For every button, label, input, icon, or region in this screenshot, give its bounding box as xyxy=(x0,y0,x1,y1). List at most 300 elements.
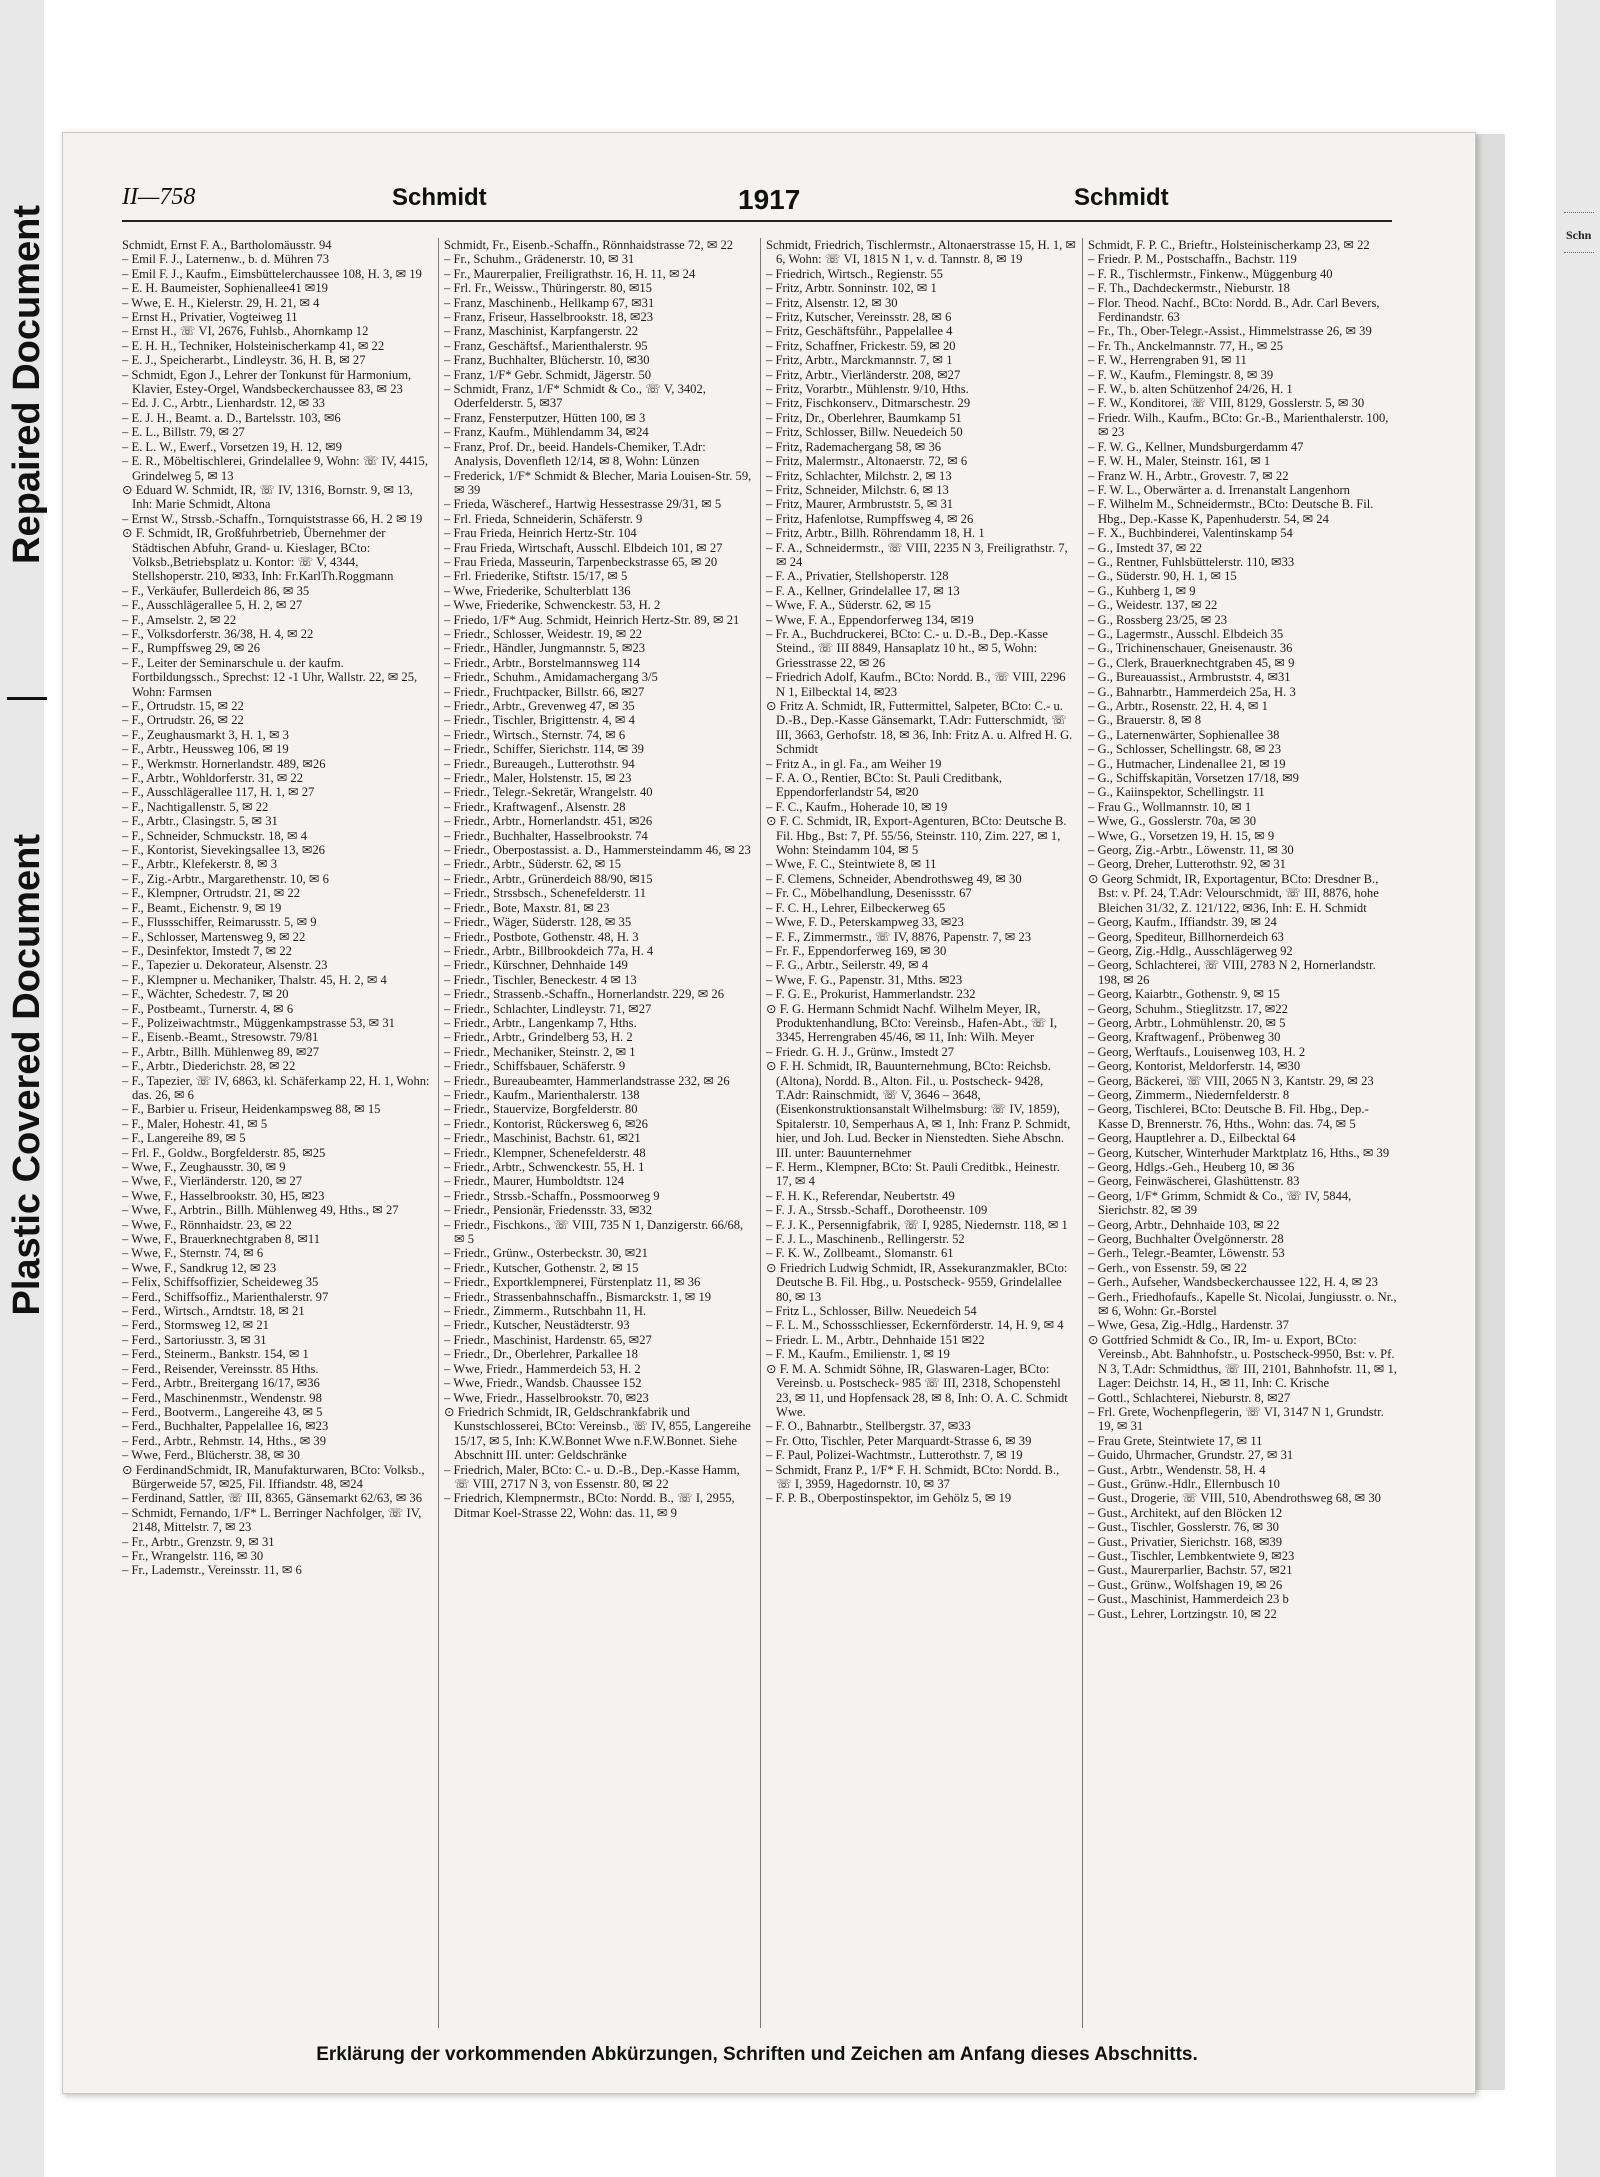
directory-entry: – G., Arbtr., Rosenstr. 22, H. 4, ✉ 1 xyxy=(1088,699,1268,713)
directory-entry: – Fritz, Malermstr., Altonaerstr. 72, ✉ 6 xyxy=(766,454,968,469)
directory-entry: – Emil F. J., Kaufm., Eimsbüttelerchaussee 108, H. 3, ✉ 19 xyxy=(122,266,422,281)
directory-entry: – Fritz, Dr., Oberlehrer, Baumkamp 51 xyxy=(766,410,962,425)
directory-entry: – Franz, 1/F* Gebr. Schmidt, Jägerstr. 50 xyxy=(444,367,652,382)
directory-columns xyxy=(122,238,1397,2030)
directory-entry: – Friedr., Bote, Maxstr. 81, ✉ 23 xyxy=(444,900,610,915)
directory-entry: – Franz, Geschäftsf., Marienthalerstr. 95 xyxy=(444,338,648,353)
directory-entry: – Friedr., Schlosser, Weidestr. 19, ✉ 22 xyxy=(444,626,643,641)
directory-entry: – Wwe, F. C., Steintwiete 8, ✉ 11 xyxy=(766,857,937,872)
directory-entry: – Wwe, F., Hasselbrookstr. 30, H5, ✉23 xyxy=(122,1188,325,1203)
directory-entry: – Gust., Maschinist, Hammerdeich 23 b xyxy=(1088,1592,1289,1607)
directory-entry: ⊙ Gottfried Schmidt & Co., IR, Im- u. Export, BCto: Vereinsb., Abt. Bahnhofstr., u. Postscheck-9950, Bst: v. Pf. N 3, T.Adr: Schmidthus, ☏ III, 2101, Bahnhofstr. 11, ✉ 1, Lager: Deichstr. 14, H., ✉ 11, Inh: C. Krische xyxy=(1088,1332,1397,1391)
directory-entry: – F. Herm., Klempner, BCto: St. Pauli Creditbk., Heinestr. 17, ✉ 4 xyxy=(766,1160,1060,1189)
directory-entry: – Friedr., Arbtr., Grindelberg 53, H. 2 xyxy=(444,1030,633,1045)
directory-entry: – F. F., Zimmermstr., ☏ IV, 8876, Papenstr. 7, ✉ 23 xyxy=(766,929,1032,944)
directory-entry: – Franz, Buchhalter, Blücherstr. 10, ✉30 xyxy=(444,353,650,368)
directory-entry: – Gottl., Schlachterei, Nieburstr. 8, ✉27 xyxy=(1088,1390,1291,1405)
directory-entry: – Frl. F., Goldw., Borgfelderstr. 85, ✉25 xyxy=(122,1145,326,1160)
directory-entry: – F. L. M., Schossschliesser, Eckernförderstr. 14, H. 9, ✉ 4 xyxy=(766,1318,1064,1333)
directory-entry: – Friedr., Arbtr., Schwenckestr. 55, H. 1 xyxy=(444,1160,645,1174)
directory-entry: – Franz, Friseur, Hasselbrookstr. 18, ✉23 xyxy=(444,310,654,325)
repaired-document-label: Repaired Document xyxy=(5,205,48,564)
directory-entry: – Friedr., Postbote, Gothenstr. 48, H. 3 xyxy=(444,929,639,944)
directory-entry: – F., Arbtr., Diederichstr. 28, ✉ 22 xyxy=(122,1059,296,1074)
directory-entry: – F., Barbier u. Friseur, Heidenkampsweg 88, ✉ 15 xyxy=(122,1102,381,1117)
directory-entry: – F., Tapezier u. Dekorateur, Alsenstr. 23 xyxy=(122,958,328,973)
directory-entry: – Gust., Grünw., Wolfshagen 19, ✉ 26 xyxy=(1088,1577,1283,1592)
directory-entry: – Friedrich Adolf, Kaufm., BCto: Nordd. B., ☏ VIII, 2296 N 1, Eilbecktal 14, ✉23 xyxy=(766,670,1066,699)
directory-entry: – Fr., Wrangelstr. 116, ✉ 30 xyxy=(122,1548,264,1563)
directory-entry: – F., Desinfektor, Imstedt 7, ✉ 22 xyxy=(122,943,292,958)
directory-entry: – Ferd., Arbtr., Rehmstr. 14, Hths., ✉ 39 xyxy=(122,1433,327,1448)
directory-entry: – Wwe, F., Sandkrug 12, ✉ 23 xyxy=(122,1260,277,1275)
directory-entry: – Georg, Hauptlehrer a. D., Eilbecktal 64 xyxy=(1088,1131,1296,1146)
directory-entry: – F. W., Kaufm., Flemingstr. 8, ✉ 39 xyxy=(1088,367,1274,382)
directory-entry: – Friedo, 1/F* Aug. Schmidt, Heinrich Hertz-Str. 89, ✉ 21 xyxy=(444,612,740,627)
directory-entry: – Schmidt, Franz P., 1/F* F. H. Schmidt, BCto: Nordd. B., ☏ I, 3959, Hagedornstr. 10, ✉ 37 xyxy=(766,1462,1060,1491)
directory-entry: – F., Arbtr., Klefekerstr. 8, ✉ 3 xyxy=(122,857,278,872)
directory-entry: – Friedr., Maler, Holstenstr. 15, ✉ 23 xyxy=(444,771,632,786)
directory-entry: – Friedr., Arbtr., Borstelmannsweg 114 xyxy=(444,655,641,670)
directory-entry: – Friedr., Arbtr., Grevenweg 47, ✉ 35 xyxy=(444,699,635,713)
directory-entry: – Franz, Maschinist, Karpfangerstr. 22 xyxy=(444,324,639,339)
directory-entry: – Wwe, E. H., Kielerstr. 29, H. 21, ✉ 4 xyxy=(122,295,320,310)
directory-entry: – Fritz L., Schlosser, Billw. Neuedeich 54 xyxy=(766,1304,977,1319)
directory-entry: ⊙ Friedrich Ludwig Schmidt, IR, Assekuranzmakler, BCto: Deutsche B. Fil. Hbg., u. Postscheck- 9559, Grindelallee 80, ✉ 13 xyxy=(766,1260,1068,1304)
directory-entry: – Friedr., Arbtr., Langenkamp 7, Hths. xyxy=(444,1015,637,1030)
directory-entry: – Ferd., Reisender, Vereinsstr. 85 Hths. xyxy=(122,1361,319,1376)
column-3 xyxy=(766,238,1076,2028)
directory-entry: – Friedr., Telegr.-Sekretär, Wrangelstr. 40 xyxy=(444,785,653,800)
directory-entry: – Friedr. Wilh., Kaufm., BCto: Gr.-B., Marienthalerstr. 100, ✉ 23 xyxy=(1088,410,1389,440)
directory-entry: ⊙ Friedrich Schmidt, IR, Geldschrankfabrik und Kunstschlosserei, BCto: Vereinsb., ☏ IV, 855, Langereihe 15/17, ✉ 5, Inh: K.W.Bonnet Wwe n.F.W.Bonnet. Siehe Abschnitt III. unter: Geldschränke xyxy=(444,1404,751,1463)
directory-entry: – F. C., Kaufm., Hoheradе 10, ✉ 19 xyxy=(766,799,948,814)
directory-entry: – F., Eisenb.-Beamt., Stresowstr. 79/81 xyxy=(122,1030,319,1045)
directory-entry: – G., Bureauassist., Armbruststr. 4, ✉31 xyxy=(1088,670,1291,685)
directory-entry: – F., Schneider, Schmuckstr. 18, ✉ 4 xyxy=(122,828,307,843)
directory-entry: – Friedr., Strssbsch., Schenefelderstr. 11 xyxy=(444,886,647,901)
directory-entry: – Wwe, F., Zeughausstr. 30, ✉ 9 xyxy=(122,1160,286,1174)
column-rule xyxy=(438,238,439,2028)
directory-entry: – G., Rossberg 23/25, ✉ 23 xyxy=(1088,612,1228,627)
directory-entry: – Friedr., Wäger, Süderstr. 128, ✉ 35 xyxy=(444,915,632,930)
directory-entry: – Fritz, Geschäftsführ., Pappelallee 4 xyxy=(766,324,953,339)
directory-entry: – Ferd., Schiffsoffiz., Marienthalerstr. 97 xyxy=(122,1289,329,1304)
directory-entry: – Friedr., Maurer, Humboldtstr. 124 xyxy=(444,1174,624,1189)
directory-entry: – G., Laternenwärter, Sophienallee 38 xyxy=(1088,727,1280,742)
directory-entry: – Fritz, Hafenlotse, Rumpffsweg 4, ✉ 26 xyxy=(766,511,974,526)
directory-entry: – Friedr., Arbtr., Billbrookdeich 77a, H. 4 xyxy=(444,943,654,958)
directory-entry: – G., Weidestr. 137, ✉ 22 xyxy=(1088,598,1218,613)
directory-entry: – Friedr., Kontorist, Rückersweg 6, ✉26 xyxy=(444,1116,648,1131)
directory-entry: – Georg, Feinwäscherei, Glashüttenstr. 83 xyxy=(1088,1174,1300,1189)
directory-entry: – F., Beamt., Eichenstr. 9, ✉ 19 xyxy=(122,900,282,915)
directory-entry: ⊙ FerdinandSchmidt, IR, Manufakturwaren, BCto: Volksb., Bürgerweide 57, ✉25, Fil. Iffiandstr. 48, ✉24 xyxy=(122,1462,425,1491)
directory-entry: – Georg, Buchhalter Övelgönnerstr. 28 xyxy=(1088,1232,1284,1247)
directory-entry: – Wwe, F. D., Peterskampweg 33, ✉23 xyxy=(766,915,964,930)
directory-entry: – Ernst W., Strssb.-Schaffn., Tornquiststrasse 66, H. 2 ✉ 19 xyxy=(122,511,423,526)
directory-entry: – Fritz A., in gl. Fa., am Weiher 19 xyxy=(766,756,942,771)
header-year: 1917 xyxy=(738,184,801,215)
directory-entry: – Ferdinand, Sattler, ☏ III, 8365, Gänsemarkt 62/63, ✉ 36 xyxy=(122,1491,423,1506)
directory-entry: – Frieda, Wäscheref., Hartwig Hessestrasse 29/31, ✉ 5 xyxy=(444,497,722,512)
directory-entry: – Franz, Kaufm., Mühlendamm 34, ✉24 xyxy=(444,425,649,440)
directory-entry: – Wwe, F., Brauerknechtgraben 8, ✉11 xyxy=(122,1232,321,1247)
directory-entry: – Wwe, Friederike, Schulterblatt 136 xyxy=(444,583,631,598)
directory-entry: – Georg, Kaiarbtr., Gothenstr. 9, ✉ 15 xyxy=(1088,987,1280,1002)
directory-entry: – Friedr., Zimmerm., Rutschbahn 11, H. xyxy=(444,1304,647,1319)
directory-entry: – Gust., Maurerparlier, Bachstr. 57, ✉21 xyxy=(1088,1563,1293,1578)
directory-entry: – Friedr. L. M., Arbtr., Dehnhaide 151 ✉22 xyxy=(766,1332,985,1347)
directory-entry: – F., Maler, Hohestr. 41, ✉ 5 xyxy=(122,1116,268,1131)
directory-entry: – G., Kaiinspektor, Schellingstr. 11 xyxy=(1088,785,1265,800)
directory-entry: – Georg, Zig.-Arbtr., Löwenstr. 11, ✉ 30 xyxy=(1088,843,1294,858)
directory-entry: – Wwe, F. A., Eppendorferweg 134, ✉19 xyxy=(766,612,974,627)
directory-entry: – Georg, Hdlgs.-Geh., Heuberg 10, ✉ 36 xyxy=(1088,1160,1295,1174)
directory-entry: – F., Postbeamt., Turnerstr. 4, ✉ 6 xyxy=(122,1001,294,1016)
directory-entry: – F., Nachtigallenstr. 5, ✉ 22 xyxy=(122,799,269,814)
directory-entry: – Wwe, F. A., Süderstr. 62, ✉ 15 xyxy=(766,598,931,613)
directory-entry: ⊙ Georg Schmidt, IR, Exportagentur, BCto: Dresdner B., Bst: v. Pf. 24, T.Adr: Velourschmidt, ☏ III, 8876, hohe Bleichen 31/32, Z. 121/122, ✉36, Inh: E. H. Schmidt xyxy=(1088,871,1379,915)
directory-entry: – F., Arbtr., Wohldorferstr. 31, ✉ 22 xyxy=(122,771,304,786)
directory-entry: – Schmidt, Franz, 1/F* Schmidt & Co., ☏ V, 3402, Oderfelderstr. 5, ✉37 xyxy=(444,382,706,411)
directory-entry: – Georg, Bäckerei, ☏ VIII, 2065 N 3, Kantstr. 29, ✉ 23 xyxy=(1088,1073,1374,1088)
directory-entry: ⊙ Fritz A. Schmidt, IR, Futtermittel, Salpeter, BCto: C.- u. D.-B., Dep.-Kasse Gänsemarkt, T.Adr: Futterschmidt, ☏ III, 3663, Gerhofstr. 18, ✉ 36, Inh: Fritz A. u. Alfred H. G. Schmidt xyxy=(766,699,1073,757)
header-left-name: Schmidt xyxy=(392,184,487,211)
column-rule xyxy=(1082,238,1083,2028)
directory-entry: – Friedr., Fischkons., ☏ VIII, 735 N 1, Danzigerstr. 66/68, ✉ 5 xyxy=(444,1217,744,1247)
directory-entry: – F. W., Konditorei, ☏ VIII, 8129, Gosslerstr. 5, ✉ 30 xyxy=(1088,396,1365,411)
directory-entry: – Friedr., Dr., Oberlehrer, Parkallee 18 xyxy=(444,1347,638,1362)
directory-entry: – Frau Frieda, Masseurin, Tarpenbeckstrasse 65, ✉ 20 xyxy=(444,554,718,569)
directory-entry: – F., Kontorist, Sievekingsallee 13, ✉26 xyxy=(122,843,325,858)
directory-entry: – Friedr., Fruchtpacker, Billstr. 66, ✉27 xyxy=(444,684,645,699)
directory-entry: – G., Kuhberg 1, ✉ 9 xyxy=(1088,583,1196,598)
directory-entry: – Franz, Prof. Dr., beeid. Handels-Chemiker, T.Adr: Analysis, Dovenfleth 12/14, ✉ 8, Wohn: Lünzen xyxy=(444,439,706,469)
directory-entry: – Gerh., Aufseher, Wandsbeckerchaussee 122, H. 4, ✉ 23 xyxy=(1088,1275,1378,1290)
directory-entry: – F., Flussschiffer, Reimarusstr. 5, ✉ 9 xyxy=(122,915,317,930)
spine-divider xyxy=(7,697,47,700)
directory-entry: – F. G. E., Prokurist, Hammerlandstr. 232 xyxy=(766,987,976,1002)
directory-entry: – Ferd., Maschinenmstr., Wendenstr. 98 xyxy=(122,1390,322,1405)
directory-entry: – F. A. O., Rentier, BCto: St. Pauli Creditbank, Eppendorferlandstr 54, ✉20 xyxy=(766,771,1003,800)
directory-entry: ⊙ F. G. Hermann Schmidt Nachf. Wilhelm Meyer, IR, Produktenhandlung, BCto: Vereinsb., Hafen-Abt., ☏ I, 3345, Herrengraben 45/46, ✉ 11, Inh: Wilh. Meyer xyxy=(766,1001,1057,1045)
directory-entry: – Friedr., Maschinist, Hardenstr. 65, ✉27 xyxy=(444,1332,652,1347)
directory-entry: ⊙ F. Schmidt, IR, Großfuhrbetrieb, Übernehmer der Städtischen Abfuhr, Grand- u. Kieslager, BCto: Volksb.,Betriebsplatz u. Kontor: ☏ V, 4344, Stellshoperstr. 210, ✉33, Inh: Fr.KarlTh.Roggmann xyxy=(122,526,394,584)
directory-entry: – G., Bahnarbtr., Hammerdeich 25a, H. 3 xyxy=(1088,684,1296,699)
directory-entry: – Fr., Arbtr., Grenzstr. 9, ✉ 31 xyxy=(122,1534,275,1549)
directory-entry: – E. H. Baumeister, Sophienallee41 ✉19 xyxy=(122,281,328,296)
directory-entry: – Fr. Otto, Tischler, Peter Marquardt-Strasse 6, ✉ 39 xyxy=(766,1433,1032,1448)
header-right-name: Schmidt xyxy=(1074,184,1169,211)
directory-entry: – Georg, Kaufm., Iffiandstr. 39, ✉ 24 xyxy=(1088,915,1277,930)
directory-entry: – F. M., Kaufm., Emilienstr. 1, ✉ 19 xyxy=(766,1347,950,1362)
directory-entry: – Friedr., Pensionär, Friedensstr. 33, ✉32 xyxy=(444,1203,653,1218)
directory-entry: – Emil F. J., Laternenw., b. d. Mühren 73 xyxy=(122,252,329,267)
directory-entry: – Friedr., Mechaniker, Steinstr. 2, ✉ 1 xyxy=(444,1044,636,1059)
directory-entry: – Ernst H., ☏ VI, 2676, Fuhlsb., Ahornkamp 12 xyxy=(122,324,369,339)
directory-entry: – Ferd., Buchhalter, Pappelallee 16, ✉23 xyxy=(122,1419,329,1434)
directory-entry: – Ferd., Sartoriusstr. 3, ✉ 31 xyxy=(122,1332,267,1347)
directory-entry: – Georg, Werftaufs., Louisenweg 103, H. 2 xyxy=(1088,1044,1306,1059)
directory-entry: – Fritz, Schneider, Milchstr. 6, ✉ 13 xyxy=(766,482,949,497)
directory-entry: – G., Schiffskapitän, Vorsetzen 17/18, ✉9 xyxy=(1088,771,1299,786)
directory-entry: – F., Zeughausmarkt 3, H. 1, ✉ 3 xyxy=(122,727,289,742)
directory-entry: – Guido, Uhrmacher, Grundstr. 27, ✉ 31 xyxy=(1088,1448,1294,1463)
directory-entry: – Fr. Th., Anckelmannstr. 77, H., ✉ 25 xyxy=(1088,338,1284,353)
directory-entry: – F. W. H., Maler, Steinstr. 161, ✉ 1 xyxy=(1088,454,1271,469)
directory-entry: – Fritz, Fischkonserv., Ditmarschestr. 29 xyxy=(766,396,971,411)
right-margin-strip xyxy=(1556,0,1600,2177)
directory-entry: – Friedr., Buchhalter, Hasselbrookstr. 74 xyxy=(444,828,648,843)
directory-entry: – Ferd., Steinerm., Bankstr. 154, ✉ 1 xyxy=(122,1347,309,1362)
directory-entry: – Fritz, Schlosser, Billw. Neuedeich 50 xyxy=(766,425,963,440)
directory-entry: – F., Ortrudstr. 26, ✉ 22 xyxy=(122,713,244,728)
directory-entry: – G., Süderstr. 90, H. 1, ✉ 15 xyxy=(1088,569,1237,584)
directory-entry: – Georg, Spediteur, Billhornerdeich 63 xyxy=(1088,929,1284,944)
directory-entry: – Ferd., Wirtsch., Arndtstr. 18, ✉ 21 xyxy=(122,1304,305,1319)
directory-entry: Schmidt, F. P. C., Brieftr., Holsteinischerkamp 23, ✉ 22 xyxy=(1088,238,1370,252)
directory-entry: – Frl. Friederike, Stiftstr. 15/17, ✉ 5 xyxy=(444,569,628,584)
directory-entry: – Friedr. G. H. J., Grünw., Imstedt 27 xyxy=(766,1044,955,1059)
next-page-edge xyxy=(1474,134,1505,2090)
directory-entry: – G., Lagermstr., Ausschl. Elbdeich 35 xyxy=(1088,626,1284,641)
directory-entry: – Fritz, Arbtr., Vierländerstr. 208, ✉27 xyxy=(766,367,961,382)
directory-entry: – Ferd., Stormsweg 12, ✉ 21 xyxy=(122,1318,269,1333)
directory-entry: – Flor. Theod. Nachf., BCto: Nordd. B., Adr. Carl Bevers, Ferdinandstr. 63 xyxy=(1088,295,1380,325)
directory-entry: – F., Klempner u. Mechaniker, Thalstr. 45, H. 2, ✉ 4 xyxy=(122,972,387,987)
next-page-line xyxy=(1564,252,1594,253)
directory-entry: – Georg, Kutscher, Winterhuder Marktplatz 16, Hths., ✉ 39 xyxy=(1088,1145,1390,1160)
directory-entry: – G., Trichinenschauer, Gneisenaustr. 36 xyxy=(1088,641,1293,656)
directory-entry: – Friedr., Strassenb.-Schaffn., Hornerlandstr. 229, ✉ 26 xyxy=(444,987,724,1002)
directory-entry: – Friedr., Schuhm., Amidamachergang 3/5 xyxy=(444,670,658,685)
directory-entry: – Ferd., Bootverm., Langereihe 43, ✉ 5 xyxy=(122,1404,323,1419)
directory-entry: – G., Brauerstr. 8, ✉ 8 xyxy=(1088,713,1202,728)
directory-entry: – F., Arbtr., Clasingstr. 5, ✉ 31 xyxy=(122,814,278,829)
directory-entry: – Schmidt, Egon J., Lehrer der Tonkunst für Harmonium, Klavier, Estey-Orgel, Wandsbeckerchaussee 83, ✉ 23 xyxy=(122,367,412,397)
directory-entry: – F. C. H., Lehrer, Eilbeckerweg 65 xyxy=(766,900,946,915)
directory-entry: – Friedr., Stauervize, Borgfelderstr. 80 xyxy=(444,1102,638,1117)
directory-entry: – Gust., Tischler, Gosslerstr. 76, ✉ 30 xyxy=(1088,1520,1279,1535)
directory-entry: – Friedrich, Wirtsch., Regienstr. 55 xyxy=(766,266,943,281)
directory-entry: – Gust., Drogerie, ☏ VIII, 510, Abendrothsweg 68, ✉ 30 xyxy=(1088,1491,1381,1506)
directory-entry: – Friedr., Tischler, Brigittenstr. 4, ✉ 4 xyxy=(444,713,635,728)
directory-entry: – Georg, Dreher, Lutterothstr. 92, ✉ 31 xyxy=(1088,857,1286,872)
directory-entry: – Wwe, Friederike, Schwenckestr. 53, H. 2 xyxy=(444,598,661,613)
directory-entry: – Frederick, 1/F* Schmidt & Blecher, Maria Louisen-Str. 59, ✉ 39 xyxy=(444,468,752,497)
directory-entry: – Ed. J. C., Arbtr., Lienhardstr. 12, ✉ 33 xyxy=(122,396,325,411)
column-2 xyxy=(444,238,754,2028)
directory-entry: – F. J. K., Persennigfabrik, ☏ I, 9285, Niedernstr. 118, ✉ 1 xyxy=(766,1217,1068,1232)
directory-entry: – F., Arbtr., Billh. Mühlenweg 89, ✉27 xyxy=(122,1044,320,1059)
directory-entry: – Fritz, Arbtr., Billh. Röhrendamm 18, H. 1 xyxy=(766,526,985,541)
spine-label-area xyxy=(0,205,54,1315)
directory-entry: – Fritz, Kutscher, Vereinsstr. 28, ✉ 6 xyxy=(766,310,952,325)
column-4 xyxy=(1088,238,1398,2028)
directory-entry: – Gust., Arbtr., Wendenstr. 58, H. 4 xyxy=(1088,1462,1266,1477)
directory-entry: – Fr. F., Eppendorferweg 169, ✉ 30 xyxy=(766,943,947,958)
directory-entry: – F., Ausschlägerallee 5, H. 2, ✉ 27 xyxy=(122,598,303,613)
page-number: II—758 xyxy=(122,184,196,210)
directory-entry: – F. Paul, Polizei-Wachtmstr., Lutterothstr. 7, ✉ 19 xyxy=(766,1448,1023,1463)
directory-entry: – Friedr., Kaufm., Marienthalerstr. 138 xyxy=(444,1087,640,1102)
directory-entry: – Fritz, Arbtr. Sonninstr. 102, ✉ 1 xyxy=(766,281,937,296)
directory-entry: – Fritz, Vorarbtr., Mühlenstr. 9/10, Hths. xyxy=(766,382,969,397)
directory-entry: – Felix, Schiffsoffizier, Scheideweg 35 xyxy=(122,1275,319,1290)
directory-entry: – Fr. A., Buchdruckerei, BCto: C.- u. D.-B., Dep.-Kasse Steind., ☏ III 8849, Hansaplatz 10 ht., ✉ 5, Wohn: Griesstrasse 22, ✉ 26 xyxy=(766,626,1048,670)
next-page-line xyxy=(1564,212,1594,213)
directory-entry: – F., Tapezier, ☏ IV, 6863, kl. Schäferkamp 22, H. 1, Wohn: das. 26, ✉ 6 xyxy=(122,1073,430,1102)
directory-entry: – F. O., Bahnarbtr., Stellbergstr. 37, ✉33 xyxy=(766,1419,971,1434)
directory-entry: – F., Arbtr., Heussweg 106, ✉ 19 xyxy=(122,742,289,757)
directory-entry: – F. J. L., Maschinenb., Rellingerstr. 52 xyxy=(766,1232,965,1247)
directory-entry: – Frau Grete, Steintwiete 17, ✉ 11 xyxy=(1088,1433,1263,1448)
directory-entry: – F. P. B., Oberpostinspektor, im Gehölz 5, ✉ 19 xyxy=(766,1491,1012,1506)
directory-entry: – Friedrich, Klempnermstr., BCto: Nordd. B., ☏ I, 2955, Ditmar Koel-Strasse 22, Wohn: das. 11, ✉ 9 xyxy=(444,1491,735,1520)
directory-entry: – Fritz, Arbtr., Marckmannstr. 7, ✉ 1 xyxy=(766,353,953,368)
directory-entry: – Gust., Lehrer, Lortzingstr. 10, ✉ 22 xyxy=(1088,1606,1277,1621)
directory-entry: – F., Polizeiwachtmstr., Müggenkampstrasse 53, ✉ 31 xyxy=(122,1015,395,1030)
directory-entry: – Gerh., von Essenstr. 59, ✉ 22 xyxy=(1088,1260,1247,1275)
directory-entry: – F. J. A., Strssb.-Schaff., Dorotheenstr. 109 xyxy=(766,1203,988,1218)
directory-entry: – Gust., Architekt, auf den Blöcken 12 xyxy=(1088,1505,1283,1520)
directory-entry: – Friedr., Strssb.-Schaffn., Possmoorweg 9 xyxy=(444,1188,660,1203)
directory-entry: – Friedrich, Maler, BCto: C.- u. D.-B., Dep.-Kasse Hamm, ☏ VIII, 2717 N 3, von Essenstr. 80, ✉ 22 xyxy=(444,1462,740,1491)
directory-entry: – F., Volksdorferstr. 36/38, H. 4, ✉ 22 xyxy=(122,626,314,641)
directory-entry: – Friedr., Strassenbahnschaffn., Bismarckstr. 1, ✉ 19 xyxy=(444,1289,712,1304)
directory-entry: – Gust., Grünw.-Hdlr., Ellernbusch 10 xyxy=(1088,1476,1280,1491)
directory-entry: – Wwe, G., Gosslerstr. 70a, ✉ 30 xyxy=(1088,814,1257,829)
directory-entry: – Friedr., Schiffsbauer, Schäferstr. 9 xyxy=(444,1059,626,1074)
directory-entry: – Fritz, Maurer, Armbruststr. 5, ✉ 31 xyxy=(766,497,954,512)
directory-entry: – Friedr., Exportklempnerei, Fürstenplatz 11, ✉ 36 xyxy=(444,1275,701,1290)
directory-entry: – Friedr., Bureaubeamter, Hammerlandstrasse 232, ✉ 26 xyxy=(444,1073,730,1088)
directory-entry: – Georg, Schuhm., Stieglitzstr. 17, ✉22 xyxy=(1088,1001,1288,1016)
directory-entry: – Fr., Th., Ober-Telegr.-Assist., Himmelstrasse 26, ✉ 39 xyxy=(1088,324,1372,339)
directory-entry: – Ferd., Arbtr., Breitergang 16/17, ✉36 xyxy=(122,1376,320,1391)
directory-entry: – Frau Frieda, Heinrich Hertz-Str. 104 xyxy=(444,526,637,541)
directory-entry: – Friedr., Kraftwagenf., Alsenstr. 28 xyxy=(444,799,626,814)
directory-entry: – Wwe, F. G., Papenstr. 31, Mths. ✉23 xyxy=(766,972,963,987)
directory-entry: – Fr., Schuhm., Grädenerstr. 10, ✉ 31 xyxy=(444,252,635,267)
directory-entry: – F., Zig.-Arbtr., Margarethenstr. 10, ✉ 6 xyxy=(122,871,329,886)
directory-entry: – Friedr., Arbtr., Grünerdeich 88/90, ✉15 xyxy=(444,871,653,886)
directory-entry: – Friedr., Arbtr., Hornerlandstr. 451, ✉26 xyxy=(444,814,653,829)
column-1 xyxy=(122,238,432,2028)
directory-entry: – Friedr., Kürschner, Dehnhaide 149 xyxy=(444,958,628,973)
page-header xyxy=(122,178,1392,222)
directory-entry: Schmidt, Friedrich, Tischlermstr., Altonaerstrasse 15, H. 1, ✉ 6, Wohn: ☏ VI, 1815 N 1, v. d. Tannstr. 8, ✉ 19 xyxy=(766,238,1076,267)
directory-entry: – F. Clemens, Schneider, Abendrothsweg 49, ✉ 30 xyxy=(766,871,1022,886)
directory-entry: – E. H. H., Techniker, Holsteinischerkamp 41, ✉ 22 xyxy=(122,338,385,353)
directory-entry: – Friedr., Schlachter, Lindleystr. 71, ✉27 xyxy=(444,1001,652,1016)
directory-entry: – Wwe, Friedr., Hammerdeich 53, H. 2 xyxy=(444,1361,641,1376)
directory-entry: – F. R., Tischlermstr., Finkenw., Müggenburg 40 xyxy=(1088,266,1333,281)
directory-entry: – G., Imstedt 37, ✉ 22 xyxy=(1088,540,1203,555)
directory-entry: – F., Ausschlägerallee 117, H. 1, ✉ 27 xyxy=(122,785,315,800)
directory-entry: – Wwe, F., Arbtrin., Billh. Mühlenweg 49, Hths., ✉ 27 xyxy=(122,1203,399,1218)
directory-entry: ⊙ F. C. Schmidt, IR, Export-Agenturen, BCto: Deutsche B. Fil. Hbg., Bst: 7, Pf. 55/56, Steinstr. 110, Zim. 227, ✉ 1, Wohn: Steindamm 104, ✉ 5 xyxy=(766,814,1067,858)
directory-entry: – Fritz, Alsenstr. 12, ✉ 30 xyxy=(766,295,898,310)
directory-entry: – Fritz, Schlachter, Milchstr. 2, ✉ 13 xyxy=(766,468,952,483)
directory-entry: – F. G., Arbtr., Seilerstr. 49, ✉ 4 xyxy=(766,958,929,973)
plastic-covered-label: Plastic Covered Document xyxy=(5,833,48,1315)
directory-entry: – Friedr., Arbtr., Süderstr. 62, ✉ 15 xyxy=(444,857,622,872)
directory-entry: – Ernst H., Privatier, Vogteiweg 11 xyxy=(122,310,298,325)
next-page-heading: Schn xyxy=(1566,228,1592,242)
directory-entry: – Georg, Arbtr., Dehnhaide 103, ✉ 22 xyxy=(1088,1217,1280,1232)
directory-entry: – Wwe, G., Vorsetzen 19, H. 15, ✉ 9 xyxy=(1088,828,1275,843)
directory-entry: – Gust., Tischler, Lembkentwiete 9, ✉23 xyxy=(1088,1548,1295,1563)
directory-entry: – F. Wilhelm M., Schneidermstr., BCto: Deutsche B. Fil. Hbg., Dep.-Kasse K, Papenhuderstr. 54, ✉ 24 xyxy=(1088,497,1374,526)
directory-entry: – F. X., Buchbinderei, Valentinskamp 54 xyxy=(1088,526,1293,541)
directory-entry: – Georg, Zig.-Hdlg., Ausschlägerweg 92 xyxy=(1088,943,1293,958)
directory-entry: – F., Leiter der Seminarschule u. der kaufm. Fortbildungssch., Sprechst: 12 -1 Uhr, Wallstr. 22, ✉ 25, Wohn: Farmsen xyxy=(122,655,418,699)
directory-entry: – Frau Frieda, Wirtschaft, Ausschl. Elbdeich 101, ✉ 27 xyxy=(444,540,723,555)
directory-entry: – Friedr., Oberpostassist. a. D., Hammersteindamm 46, ✉ 23 xyxy=(444,843,751,858)
directory-entry: ⊙ Eduard W. Schmidt, IR, ☏ IV, 1316, Bornstr. 9, ✉ 13, Inh: Marie Schmidt, Altona xyxy=(122,482,413,512)
directory-entry: – E. L. W., Ewerf., Vorsetzen 19, H. 12, ✉9 xyxy=(122,439,342,454)
directory-entry: – G., Schlosser, Schellingstr. 68, ✉ 23 xyxy=(1088,742,1282,757)
directory-entry: – Friedr. P. M., Postschaffn., Bachstr. 119 xyxy=(1088,252,1297,267)
directory-entry: – F. A., Kellner, Grindelallee 17, ✉ 13 xyxy=(766,583,960,598)
directory-entry: – F. W., Herrengraben 91, ✉ 11 xyxy=(1088,353,1247,368)
directory-entry: – Frl. Fr., Weissw., Thüringerstr. 80, ✉15 xyxy=(444,281,653,296)
directory-entry: – Friedr., Grünw., Osterbeckstr. 30, ✉21 xyxy=(444,1246,648,1261)
directory-entry: – F., Wächter, Schedestr. 7, ✉ 20 xyxy=(122,987,289,1002)
directory-entry: – F., Werkmstr. Hornerlandstr. 489, ✉26 xyxy=(122,756,326,771)
directory-entry: – F. W. L., Oberwärter a. d. Irrenanstalt Langenhorn xyxy=(1088,482,1350,497)
directory-entry: – F. K. W., Zollbeamt., Slomanstr. 61 xyxy=(766,1246,954,1261)
directory-entry: – Fr., Lademstr., Vereinsstr. 11, ✉ 6 xyxy=(122,1563,302,1578)
directory-entry: – F., Rumpffsweg 29, ✉ 26 xyxy=(122,641,261,656)
directory-entry: – Frau G., Wollmannstr. 10, ✉ 1 xyxy=(1088,799,1252,814)
directory-entry: – Frl. Grete, Wochenpflegerin, ☏ VI, 3147 N 1, Grundstr. 19, ✉ 31 xyxy=(1088,1404,1384,1434)
directory-entry: – Friedr., Maschinist, Bachstr. 61, ✉21 xyxy=(444,1131,641,1146)
directory-entry: Schmidt, Ernst F. A., Bartholomäusstr. 94 xyxy=(122,238,332,252)
directory-entry: – F., Klempner, Ortrudstr. 21, ✉ 22 xyxy=(122,886,300,901)
directory-entry: – G., Clerk, Brauerknechtgraben 45, ✉ 9 xyxy=(1088,655,1295,670)
directory-entry: – Wwe, F., Sternstr. 74, ✉ 6 xyxy=(122,1246,264,1261)
directory-entry: – Gerh., Friedhofaufs., Kapelle St. Nicolai, Jungiusstr. o. Nr., ✉ 6, Wohn: Gr.-Borstel xyxy=(1088,1289,1397,1319)
directory-entry: – Wwe, F., Vierländerstr. 120, ✉ 27 xyxy=(122,1174,303,1189)
directory-entry: – G., Hutmacher, Lindenallee 21, ✉ 19 xyxy=(1088,756,1286,771)
directory-entry: – Friedr., Tischler, Beneckestr. 4 ✉ 13 xyxy=(444,972,637,987)
directory-entry: – Friedr., Bureaugeh., Lutterothstr. 94 xyxy=(444,756,635,771)
directory-entry: Schmidt, Fr., Eisenb.-Schaffn., Rönnhaidstrasse 72, ✉ 22 xyxy=(444,238,734,252)
directory-entry: – E. L., Billstr. 79, ✉ 27 xyxy=(122,425,245,440)
directory-entry: – F. W., b. alten Schützenhof 24/26, H. 1 xyxy=(1088,382,1293,397)
directory-entry: – E. J., Speicherarbt., Lindleystr. 36, H. B, ✉ 27 xyxy=(122,353,366,368)
directory-entry: – Fritz, Rademachergang 58, ✉ 36 xyxy=(766,439,942,454)
directory-entry: – F., Amselstr. 2, ✉ 22 xyxy=(122,612,237,627)
abbreviation-note: Erklärung der vorkommenden Abkürzungen, Schriften und Zeichen am Anfang dieses Abschnitts. xyxy=(316,2044,1198,2065)
directory-entry: – Georg, 1/F* Grimm, Schmidt & Co., ☏ IV, 5844, Sierichstr. 82, ✉ 39 xyxy=(1088,1188,1352,1218)
directory-entry: – Friedr., Klempner, Schenefelderstr. 48 xyxy=(444,1145,646,1160)
directory-entry: – Friedr., Kutscher, Gothenstr. 2, ✉ 15 xyxy=(444,1260,639,1275)
directory-entry: – Franz W. H., Arbtr., Grovestr. 7, ✉ 22 xyxy=(1088,468,1289,483)
directory-entry: – Fritz, Schaffner, Frickestr. 59, ✉ 20 xyxy=(766,338,956,353)
directory-entry: – Franz, Fensterputzer, Hütten 100, ✉ 3 xyxy=(444,410,646,425)
directory-entry: – Gust., Privatier, Sierichstr. 168, ✉39 xyxy=(1088,1534,1283,1549)
directory-entry: – E. R., Möbeltischlerei, Grindelallee 9, Wohn: ☏ IV, 4415, Grindelweg 5, ✉ 13 xyxy=(122,454,428,483)
directory-entry: – Wwe, Ferd., Blücherstr. 38, ✉ 30 xyxy=(122,1448,300,1463)
directory-entry: – F. A., Schneidermstr., ☏ VIII, 2235 N 3, Freiligrathstr. 7, ✉ 24 xyxy=(766,540,1068,569)
directory-entry: – F. W. G., Kellner, Mundsburgerdamm 47 xyxy=(1088,439,1304,454)
directory-entry: – Franz, Maschinenb., Hellkamp 67, ✉31 xyxy=(444,295,655,310)
directory-entry: – F., Schlosser, Martensweg 9, ✉ 22 xyxy=(122,929,306,944)
